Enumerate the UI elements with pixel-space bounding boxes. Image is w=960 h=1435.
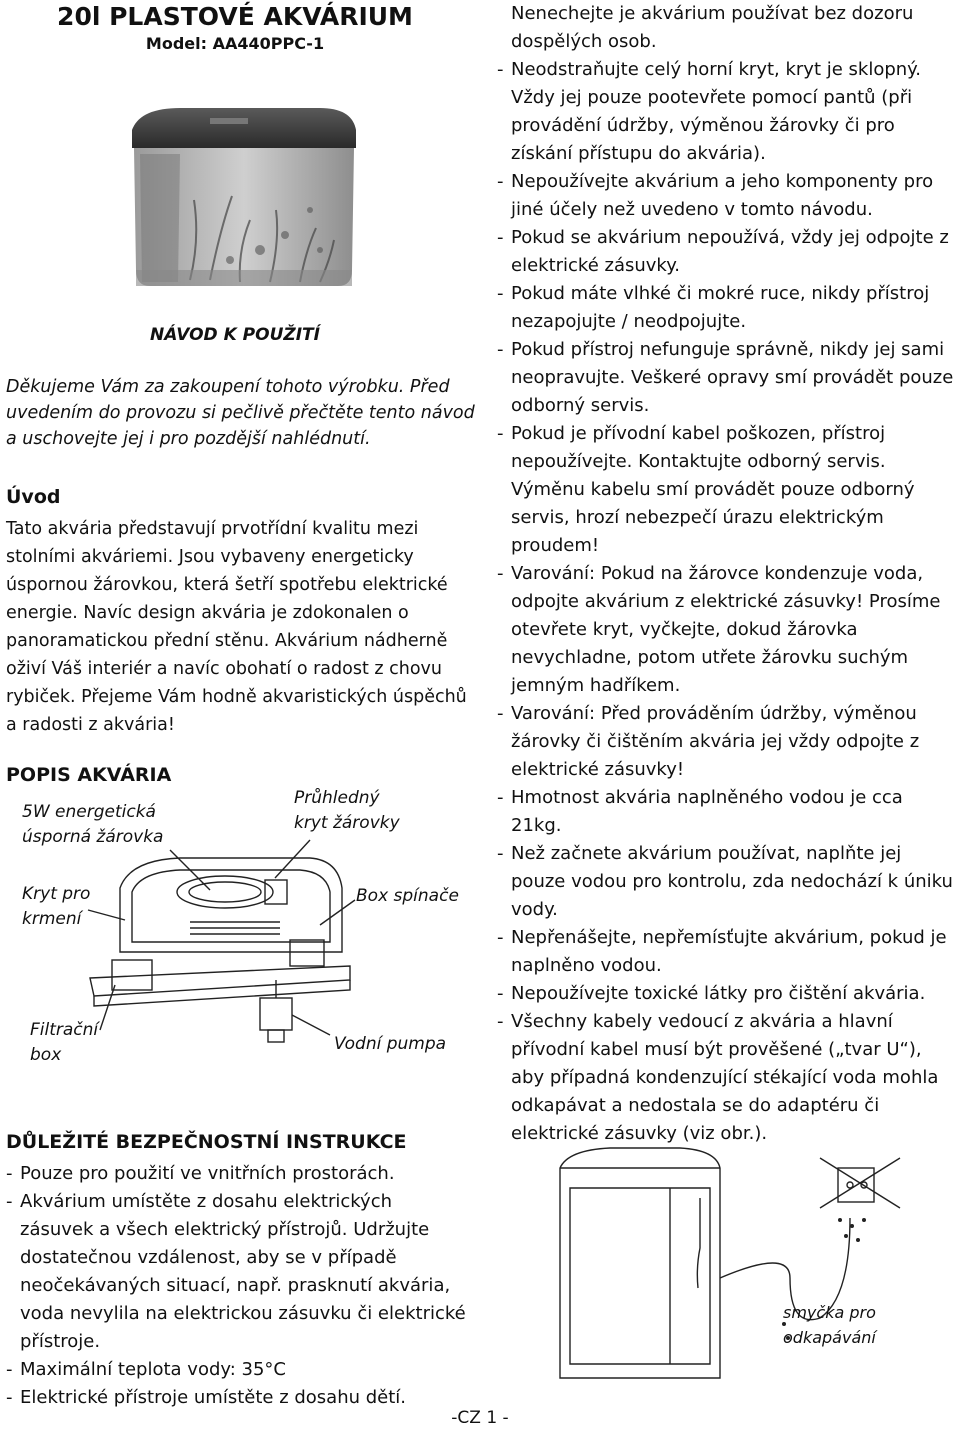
manual-heading: NÁVOD K POUŽITÍ [150, 325, 320, 345]
label-filter: Filtrační box [30, 1020, 99, 1065]
label-pump: Vodní pumpa [334, 1034, 447, 1054]
safety-item: - Neodstraňujte celý horní kryt, kryt je sklopný. Vždy jej pouze pootevřete pomocí pantů (při provádění údržby, výměnou žárovky či pro získání přístupu do akvária). [497, 59, 921, 164]
safety-item: - Hmotnost akvária naplněného vodou je cca 21kg. [497, 787, 903, 836]
intro-text: Tato akvária představují prvotřídní kvalitu mezi stolními akváriemi. Jsou vybaveny energeticky úspornou žárovkou, která šetří spotřebu elektrické energie. Navíc design akvária je zdokonalen o panoramatickou přední stěnu. Akvárium nádherně oživí Váš interiér a navíc obohatí o radost z chovu rybiček. Přejeme Vám hodně akvaristických úspěchů a radosti z akvária! [6, 519, 467, 735]
thanks-text: Děkujeme Vám za zakoupení tohoto výrobku. Před uvedením do provozu si pečlivě přečtěte tento návod a uschovejte jej i pro pozdější nahlédnutí. [6, 377, 475, 449]
safety-item: - Pokud se akvárium nepoužívá, vždy jej odpojte z elektrické zásuvky. [497, 227, 949, 276]
safety-item: - Než začnete akvárium používat, naplňte jej pouze vodou pro kontrolu, zda nedochází k úniku vody. [497, 843, 953, 920]
safety-right-list [497, 0, 957, 1148]
safety-item: - Nepoužívejte toxické látky pro čištění akvária. [497, 983, 926, 1004]
label-switch: Box spínače [356, 886, 459, 906]
drip-loop-illustration [520, 1128, 940, 1403]
safety-item: - Nepoužívejte akvárium a jeho komponenty pro jiné účely než uvedeno v tomto návodu. [497, 171, 934, 220]
safety-item: - Akvárium umístěte z dosahu elektrických zásuvek a všech elektrický přístrojů. Udržujte dostatečnou vzdálenost, aby se v případě neočekávaných situací, např. prasknutí akvária, voda nevylila na elektrickou zásuvku či elektrické přístroje. [6, 1191, 466, 1352]
safety-item: - Varování: Před prováděním údržby, výměnou žárovky či čištěním akvária jej vždy odpojte z elektrické zásuvky! [497, 703, 920, 780]
description-heading: POPIS AKVÁRIA [6, 764, 172, 786]
intro-heading: Úvod [6, 486, 61, 508]
label-feeding: Kryt pro krmení [22, 884, 91, 929]
safety-heading: DŮLEŽITÉ BEZPEČNOSTNÍ INSTRUKCE [6, 1131, 407, 1153]
safety-item: - Varování: Pokud na žárovce kondenzuje voda, odpojte akvárium z elektrické zásuvky! Prosíme otevřete kryt, vyčkejte, dokud žárovka nevychladne, potom utřete žárovku suchým jemným hadříkem. [497, 563, 941, 696]
safety-item: - Pokud je přívodní kabel poškozen, přístroj nepoužívejte. Kontaktujte odborný servis. Výměnu kabelu smí provádět pouze odborný servis, hrozí nebezpečí úrazu elektrickým proudem! [497, 423, 915, 556]
safety-item: - Nepřenášejte, nepřemísťujte akvárium, pokud je naplněno vodou. [497, 927, 947, 976]
drip-loop-label: smyčka pro odkapávání [783, 1303, 876, 1347]
safety-item: - Elektrické přístroje umístěte z dosahu dětí. [6, 1387, 407, 1408]
page-number: -CZ 1 - [451, 1408, 509, 1428]
label-bulb: 5W energetická úsporná žárovka [22, 802, 164, 847]
safety-left-list [6, 1160, 466, 1412]
aquarium-parts-diagram [20, 830, 460, 1080]
safety-continuation: Nenechejte je akvárium používat bez dozoru dospělých osob. [511, 3, 914, 52]
safety-item: - Pokud přístroj nefunguje správně, nikdy jej sami neopravujte. Veškeré opravy smí provádět pouze odborný servis. [497, 339, 954, 416]
safety-item: - Maximální teplota vody: 35°C [6, 1359, 286, 1380]
safety-item: - Pouze pro použití ve vnitřních prostorách. [6, 1163, 395, 1184]
label-cover: Průhledný kryt žárovky [294, 788, 400, 833]
document-title: 20l PLASTOVÉ AKVÁRIUM [57, 2, 413, 31]
aquarium-photo [120, 100, 360, 300]
safety-item: - Všechny kabely vedoucí z akvária a hlavní přívodní kabel musí být prověšené („tvar U“), aby případná kondenzující stékající voda mohla odkapávat a nedostala se do adaptéru či elektrické zásuvky (viz obr.). [497, 1011, 939, 1144]
model-number: Model: AA440PPC-1 [145, 34, 325, 53]
safety-item: - Pokud máte vlhké či mokré ruce, nikdy přístroj nezapojujte / neodpojujte. [497, 283, 930, 332]
